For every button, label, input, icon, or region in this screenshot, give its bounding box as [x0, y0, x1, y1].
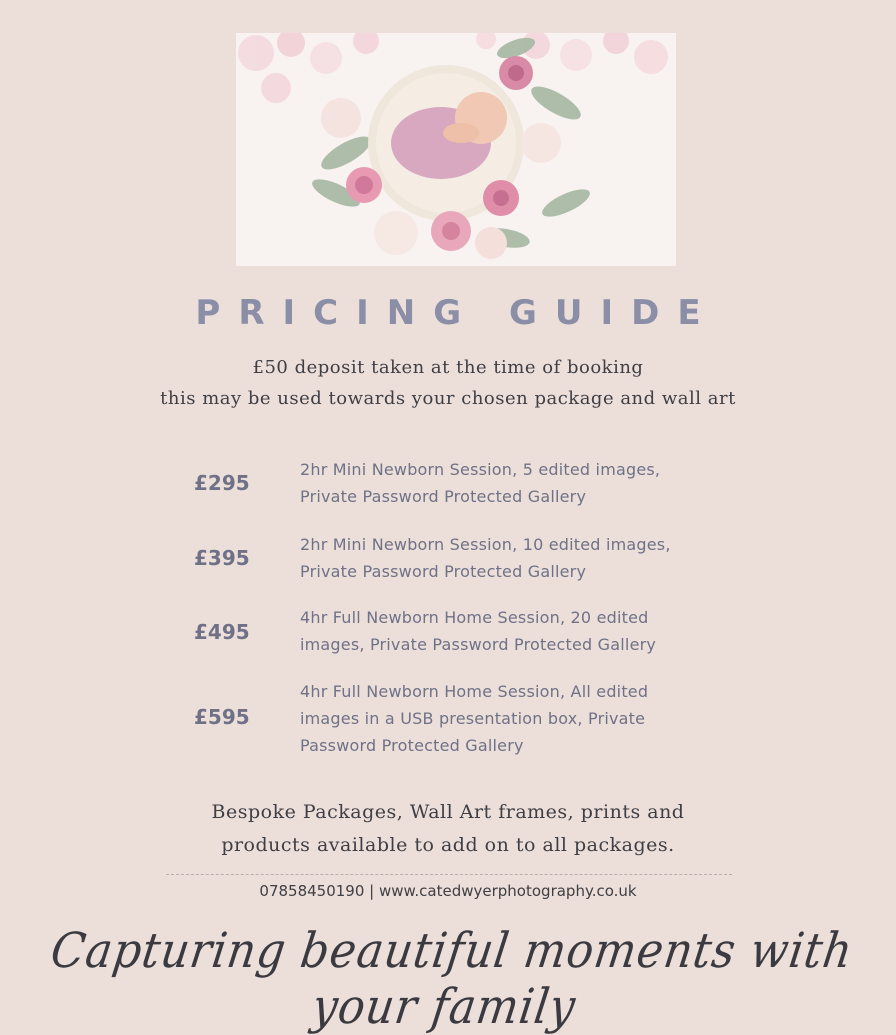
- contact-info: 07858450190 | www.catedwyerphotography.co.uk: [259, 882, 637, 900]
- bespoke-note: [0, 796, 896, 862]
- deposit-info: [0, 352, 896, 414]
- dashed-divider: [166, 874, 732, 875]
- package-description: [300, 531, 720, 585]
- package-description: [300, 456, 720, 510]
- bespoke-line-1: Bespoke Packages, Wall Art frames, prints and: [211, 801, 685, 823]
- package-desc-line: 2hr Mini Newborn Session, 10 edited images,: [300, 535, 671, 554]
- package-description: [300, 678, 720, 759]
- package-price: £395: [194, 546, 250, 570]
- package-desc-line: Password Protected Gallery: [300, 736, 524, 755]
- deposit-line-1: £50 deposit taken at the time of booking: [252, 357, 644, 378]
- package-desc-line: 4hr Full Newborn Home Session, 20 edited: [300, 608, 649, 627]
- package-desc-line: Private Password Protected Gallery: [300, 562, 587, 581]
- package-desc-line: 4hr Full Newborn Home Session, All edited: [300, 682, 649, 701]
- package-desc-line: images in a USB presentation box, Private: [300, 709, 646, 728]
- deposit-line-2: this may be used towards your chosen package and wall art: [160, 388, 736, 409]
- package-desc-line: images, Private Password Protected Gallery: [300, 635, 657, 654]
- package-price: £495: [194, 620, 250, 644]
- hero-photo: [236, 33, 676, 266]
- newborn-floral-photo: [236, 33, 676, 266]
- package-desc-line: Private Password Protected Gallery: [300, 487, 587, 506]
- package-price: £595: [194, 705, 250, 729]
- package-desc-line: 2hr Mini Newborn Session, 5 edited images,: [300, 460, 661, 479]
- page-title: PRICING GUIDE: [195, 293, 719, 333]
- tagline: Capturing beautiful moments with your family: [47, 922, 857, 1035]
- package-price: £295: [194, 471, 250, 495]
- bespoke-line-2: products available to add on to all packages.: [221, 834, 675, 856]
- package-description: [300, 604, 720, 658]
